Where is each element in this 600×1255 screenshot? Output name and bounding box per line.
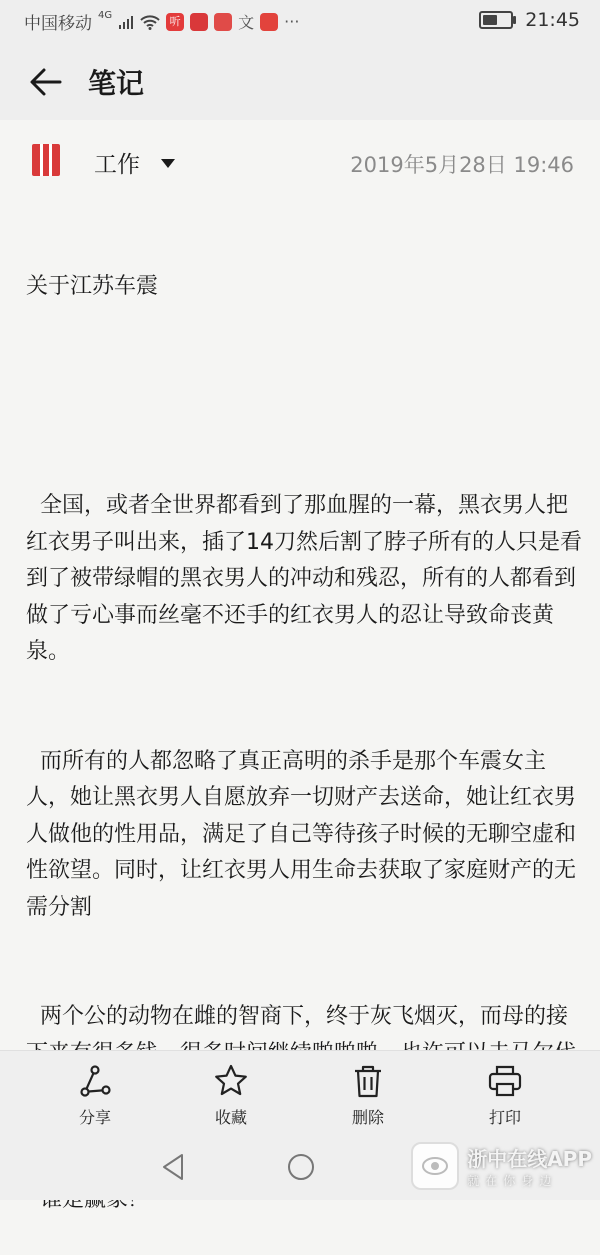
notebook-icon [30, 142, 62, 178]
trash-icon [350, 1063, 386, 1099]
favorite-button[interactable] [186, 1063, 276, 1128]
video-icon [214, 13, 232, 31]
photo-icon [260, 13, 278, 31]
note-title: 关于江苏车震 [26, 274, 159, 299]
share-button[interactable] [50, 1063, 140, 1128]
favorite-label: 收藏 [214, 1108, 247, 1127]
arrow-left-icon [26, 62, 66, 102]
watermark-main: 浙中在线APP [467, 1147, 592, 1171]
printer-icon [487, 1063, 523, 1099]
news-icon [190, 13, 208, 31]
signal-icon [118, 14, 134, 30]
delete-button[interactable] [323, 1063, 413, 1128]
nav-home-icon[interactable] [286, 1152, 316, 1182]
bottom-toolbar [0, 1050, 600, 1141]
note-paragraph: 而所有的人都忽略了真正高明的杀手是那个车震女主人，她让黑衣男人自愿放弃一切财产去送命，她让红衣男人做他的性用品，满足了自己等待孩子时候的无聊空虚和性欲望。同时，让红衣男人用生命去获取了家庭财产的无需分割 [26, 748, 577, 920]
delete-label: 删除 [351, 1108, 384, 1127]
folder-label: 工作 [94, 152, 140, 178]
print-label: 打印 [488, 1108, 521, 1127]
star-icon [213, 1063, 249, 1099]
watermark [411, 1140, 592, 1192]
page-title: 笔记 [88, 67, 145, 100]
wifi-icon [140, 14, 160, 30]
print-button[interactable] [460, 1063, 550, 1128]
share-label: 分享 [78, 1108, 111, 1127]
ting-icon: 听 [166, 13, 184, 31]
watermark-logo-icon [411, 1142, 459, 1190]
nav-back-icon[interactable] [160, 1152, 186, 1182]
blank-line [26, 379, 582, 416]
share-icon [77, 1063, 113, 1099]
more-dots-icon: ··· [284, 12, 300, 31]
carrier-label: 中国移动 [24, 14, 92, 34]
clock: 21:45 [525, 9, 580, 31]
note-paragraph: 两个公的动物在雌的智商下，终于灰飞烟灭，而母的接 [40, 1004, 569, 1029]
note-paragraph: 全国，或者全世界都看到了那血腥的一幕，黑衣男人把红衣男子叫出来，插了14刀然后割了脖子所有的人只是看到了被带绿帽的黑衣男人的冲动和残忍，所有的人都看到做了亏心事而丝毫不还手的红衣男人的忍让导致命丧黄泉。 [26, 493, 582, 664]
dropdown-arrow-icon [160, 157, 176, 169]
battery-icon [479, 11, 513, 29]
watermark-sub: 就在你身边 [467, 1174, 558, 1188]
translate-icon: 文 [238, 13, 255, 32]
back-button[interactable] [26, 62, 66, 102]
network-type: 4G [98, 10, 113, 21]
watermark-text [467, 1143, 592, 1189]
title-bar [0, 40, 600, 120]
status-bar [0, 0, 600, 40]
folder-selector[interactable] [94, 146, 176, 179]
note-date: 2019年5月28日 19:46 [350, 153, 574, 177]
